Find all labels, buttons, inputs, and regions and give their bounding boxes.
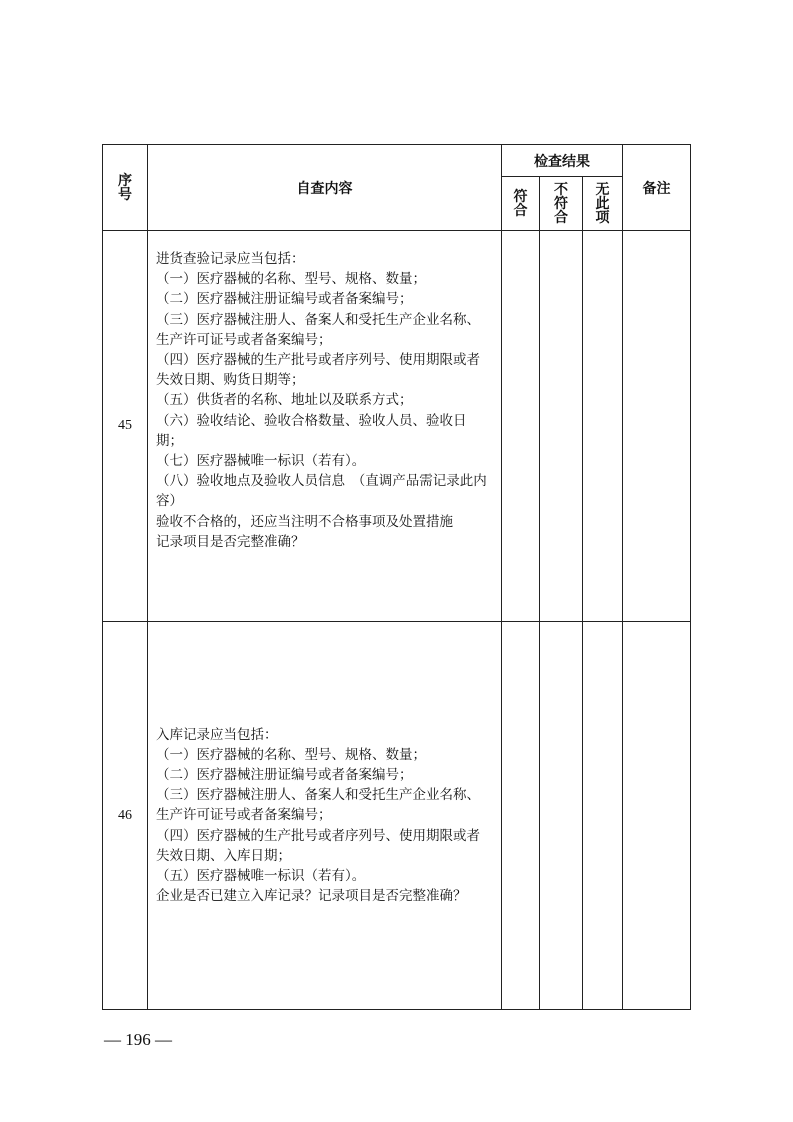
seq-header: 序号 <box>103 145 148 231</box>
checklist-table <box>102 144 691 1010</box>
remark-cell[interactable] <box>623 622 691 1010</box>
table-row <box>103 231 691 622</box>
not-conform-header: 不符合 <box>540 177 583 231</box>
conform-cell[interactable] <box>502 622 540 1010</box>
na-header: 无此项 <box>583 177 623 231</box>
page-number: — 196 — <box>104 1030 172 1049</box>
table-row <box>103 622 691 1010</box>
remark-cell[interactable] <box>623 231 691 622</box>
result-header: 检查结果 <box>502 145 623 177</box>
remark-header: 备注 <box>623 145 691 231</box>
conform-cell[interactable] <box>502 231 540 622</box>
not-conform-cell[interactable] <box>540 622 583 1010</box>
na-cell[interactable] <box>583 231 623 622</box>
row-content: 进货查验记录应当包括： （一）医疗器械的名称、型号、规格、数量； （二）医疗器械注册证编号或者备案编号； （三）医疗器械注册人、备案人和受托生产企业名称、生产许可证号或者备案编号； （四）医疗器械的生产批号或者序列号、使用期限或者失效日期、购货日期等； （五）供货者的名称、地址以及联系方式； （六）验收结论、验收合格数量、验收人员、验收日期； （七）医疗器械唯一标识（若有）。 （八）验收地点及验收人员信息 （直调产品需记录此内容） 验收不合格的，还应当注明不合格事项及处置措施 记录项目是否完整准确？ <box>148 231 502 622</box>
content-header: 自查内容 <box>148 145 502 231</box>
row-number: 46 <box>103 622 148 1010</box>
row-number: 45 <box>103 231 148 622</box>
na-cell[interactable] <box>583 622 623 1010</box>
not-conform-cell[interactable] <box>540 231 583 622</box>
header-row-top <box>103 145 691 177</box>
row-content: 入库记录应当包括： （一）医疗器械的名称、型号、规格、数量； （二）医疗器械注册证编号或者备案编号； （三）医疗器械注册人、备案人和受托生产企业名称、生产许可证号或者备案编号； （四）医疗器械的生产批号或者序列号、使用期限或者失效日期、入库日期； （五）医疗器械唯一标识（若有）。 企业是否已建立入库记录？记录项目是否完整准确？ <box>148 622 502 1010</box>
conform-header: 符合 <box>502 177 540 231</box>
